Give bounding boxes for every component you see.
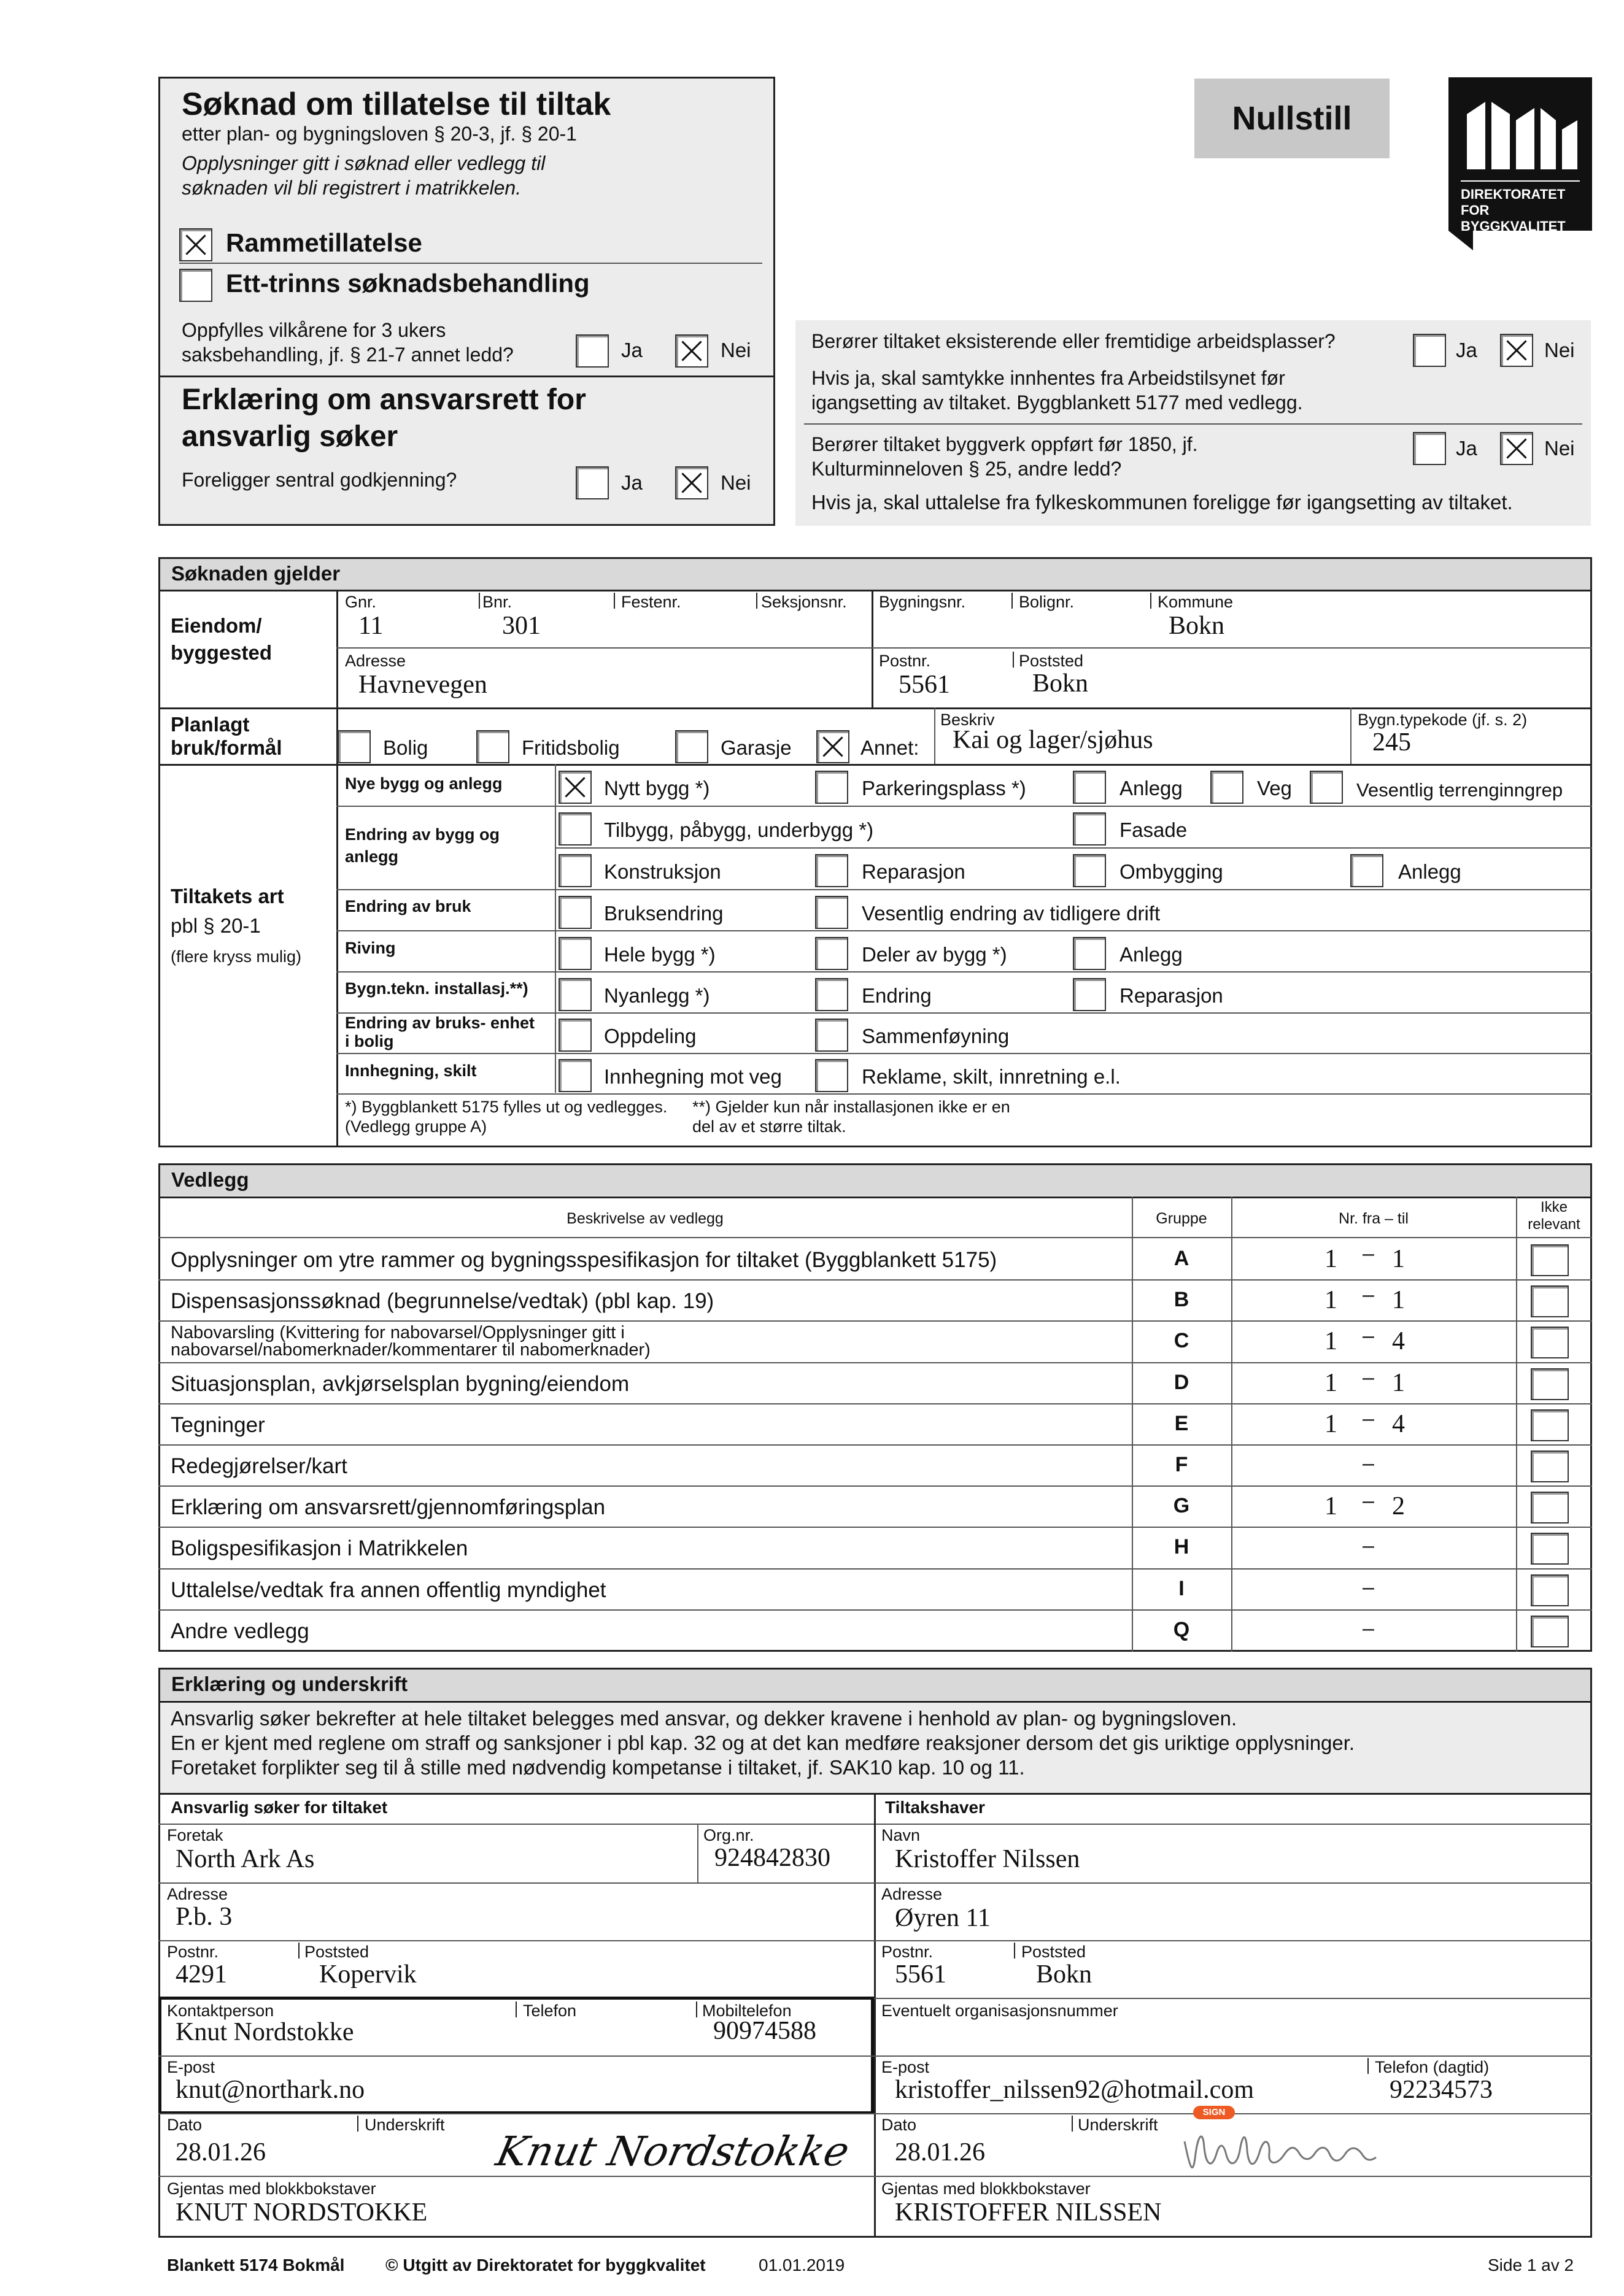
garasje-checkbox[interactable] bbox=[675, 730, 708, 763]
beskriv-value[interactable]: Kai og lager/sjøhus bbox=[953, 726, 1153, 754]
ett-trinns-label: Ett-trinns søknadsbehandling bbox=[226, 269, 590, 298]
workplace-question: Berører tiltaket eksisterende eller fremtidige arbeidsplasser? bbox=[811, 330, 1336, 352]
range-dash: – bbox=[1363, 1242, 1374, 1265]
mobil-label: Mobiltelefon bbox=[702, 2001, 792, 2020]
anlegg-new-checkbox[interactable] bbox=[1073, 771, 1106, 804]
footer-date: 01.01.2019 bbox=[759, 2256, 845, 2275]
tiltakshaver-title: Tiltakshaver bbox=[885, 1798, 985, 1817]
s-postnr-label: Postnr. bbox=[167, 1943, 219, 1961]
kontakt-value[interactable]: Knut Nordstokke bbox=[176, 2018, 354, 2046]
garasje-label: Garasje bbox=[721, 736, 792, 759]
innhegning-checkbox[interactable] bbox=[559, 1059, 592, 1092]
vedlegg-header: Vedlegg bbox=[160, 1165, 1590, 1196]
footer-left: Blankett 5174 Bokmål bbox=[167, 2256, 345, 2275]
nei-label: Nei bbox=[721, 471, 751, 494]
navn-value[interactable]: Kristoffer Nilssen bbox=[895, 1845, 1080, 1873]
s-epost-label: E-post bbox=[167, 2058, 215, 2076]
vedlegg-group: E bbox=[1174, 1411, 1189, 1435]
s-dato-value[interactable]: 28.01.26 bbox=[176, 2138, 266, 2167]
vedlegg-row bbox=[158, 1320, 1592, 1362]
ikke-relevant-checkbox[interactable] bbox=[1531, 1409, 1569, 1441]
range-dash: – bbox=[1363, 1489, 1374, 1513]
rammetillatelse-label: Rammetillatelse bbox=[226, 228, 422, 257]
row-nye-label: Nye bygg og anlegg bbox=[345, 774, 503, 793]
poststed-value[interactable]: Bokn bbox=[1032, 669, 1089, 698]
foretak-value[interactable]: North Ark As bbox=[176, 1845, 315, 1873]
beskriv-label: Beskriv bbox=[940, 711, 995, 729]
central-ja-checkbox[interactable] bbox=[576, 466, 609, 499]
row-bruksenhet-label: Endring av bruks- enhet i bolig bbox=[345, 1014, 535, 1050]
vedlegg-to[interactable]: 4 bbox=[1392, 1409, 1405, 1438]
registration-note: Opplysninger gitt i søknad eller vedlegg til søknaden vil bli registrert i matrikkelen. bbox=[182, 152, 546, 199]
orgnr-label: Org.nr. bbox=[703, 1826, 754, 1844]
ett-trinns-checkbox[interactable] bbox=[179, 269, 212, 302]
vedlegg-desc: Uttalelse/vedtak fra annen offentlig myndighet bbox=[171, 1578, 606, 1602]
tel-dag-value[interactable]: 92234573 bbox=[1390, 2076, 1493, 2104]
ikke-relevant-checkbox[interactable] bbox=[1531, 1368, 1569, 1400]
reparasjon-bygg-label: Reparasjon bbox=[862, 860, 965, 883]
typekode-label: Bygn.typekode (jf. s. 2) bbox=[1358, 711, 1528, 729]
nyanlegg-label: Nyanlegg *) bbox=[604, 984, 710, 1007]
anlegg-riving-checkbox[interactable] bbox=[1073, 937, 1106, 970]
anlegg-endring-label: Anlegg bbox=[1398, 860, 1461, 883]
dibk-logo bbox=[1448, 77, 1592, 250]
oppdeling-checkbox[interactable] bbox=[559, 1019, 592, 1052]
orgnr-value[interactable]: 924842830 bbox=[714, 1844, 830, 1872]
t-postnr-label: Postnr. bbox=[881, 1943, 934, 1961]
fasade-checkbox[interactable] bbox=[1073, 812, 1106, 846]
s-adresse-value[interactable]: P.b. 3 bbox=[176, 1903, 233, 1931]
bolignr-label: Bolignr. bbox=[1019, 593, 1075, 611]
form-title: Søknad om tillatelse til tiltak bbox=[182, 87, 611, 122]
ikke-relevant-checkbox[interactable] bbox=[1531, 1327, 1569, 1358]
row-endring-bygg-label: Endring av bygg og anlegg bbox=[345, 825, 500, 866]
bnr-value[interactable]: 301 bbox=[502, 612, 541, 640]
postnr-value[interactable]: 5561 bbox=[899, 671, 950, 699]
bolig-label: Bolig bbox=[383, 736, 428, 759]
footnote-1: *) Byggblankett 5175 fylles ut og vedlegges. (Vedlegg gruppe A) bbox=[345, 1098, 668, 1136]
row-tekn-label: Bygn.tekn. installasj.**) bbox=[345, 979, 528, 998]
fritidsbolig-checkbox[interactable] bbox=[476, 730, 509, 763]
three-weeks-ja-checkbox[interactable] bbox=[576, 334, 609, 368]
ja-label: Ja bbox=[621, 471, 643, 494]
range-dash: – bbox=[1363, 1575, 1374, 1599]
col-nr-header: Nr. fra – til bbox=[1339, 1210, 1409, 1227]
vedlegg-desc: Redegjørelser/kart bbox=[171, 1454, 347, 1478]
workplace-note: Hvis ja, skal samtykke innhentes fra Arbeidstilsynet før igangsetting av tiltaket. Byggblankett 5177 med vedlegg. bbox=[811, 367, 1303, 414]
ikke-relevant-checkbox[interactable] bbox=[1531, 1533, 1569, 1565]
t-poststed-value[interactable]: Bokn bbox=[1036, 1960, 1092, 1989]
nyanlegg-checkbox[interactable] bbox=[559, 978, 592, 1011]
festenr-label: Festenr. bbox=[621, 593, 681, 611]
vedlegg-desc: Erklæring om ansvarsrett/gjennomføringsplan bbox=[171, 1495, 606, 1520]
vedlegg-row bbox=[158, 1238, 1592, 1279]
parkering-label: Parkeringsplass *) bbox=[862, 777, 1026, 799]
vedlegg-desc: Situasjonsplan, avkjørselsplan bygning/eiendom bbox=[171, 1371, 630, 1396]
vedlegg-group: Q bbox=[1173, 1617, 1190, 1641]
parkering-checkbox[interactable] bbox=[815, 771, 848, 804]
vedlegg-desc: Tegninger bbox=[171, 1412, 265, 1437]
terreng-checkbox[interactable] bbox=[1310, 771, 1343, 804]
range-dash: – bbox=[1363, 1365, 1374, 1389]
foretak-label: Foretak bbox=[167, 1826, 223, 1844]
bnr-label: Bnr. bbox=[482, 593, 512, 611]
ikke-relevant-checkbox[interactable] bbox=[1531, 1492, 1569, 1524]
heritage-nei-checkbox[interactable] bbox=[1500, 432, 1533, 465]
vedlegg-row bbox=[158, 1403, 1592, 1444]
vedlegg-desc: Nabovarsling (Kvittering for nabovarsel/Opplysninger gitt i nabovarsel/nabomerknader/kommentarer til nabomerknader) bbox=[171, 1323, 651, 1360]
soker-title: Ansvarlig søker for tiltaket bbox=[171, 1798, 388, 1817]
anlegg-riving-label: Anlegg bbox=[1119, 943, 1183, 966]
t-adresse-value[interactable]: Øyren 11 bbox=[895, 1904, 991, 1932]
vedlegg-group: H bbox=[1174, 1535, 1189, 1559]
vedlegg-to[interactable]: 1 bbox=[1392, 1286, 1405, 1315]
gnr-label: Gnr. bbox=[345, 593, 377, 611]
t-blokk-value[interactable]: KRISTOFFER NILSSEN bbox=[895, 2198, 1162, 2227]
reparasjon-bygg-checkbox[interactable] bbox=[815, 854, 848, 887]
ja-label: Ja bbox=[1456, 339, 1477, 361]
col-ikke-header: Ikke relevant bbox=[1528, 1199, 1580, 1233]
gnr-value[interactable]: 11 bbox=[358, 612, 384, 640]
vedlegg-from[interactable]: 1 bbox=[1324, 1492, 1337, 1521]
konstruksjon-label: Konstruksjon bbox=[604, 860, 721, 883]
ikke-relevant-checkbox[interactable] bbox=[1531, 1285, 1569, 1317]
row-riving-label: Riving bbox=[345, 939, 396, 957]
vedlegg-desc: Andre vedlegg bbox=[171, 1619, 309, 1643]
postnr-label: Postnr. bbox=[879, 652, 931, 670]
endring-tekn-checkbox[interactable] bbox=[815, 978, 848, 1011]
tel-dag-label: Telefon (dagtid) bbox=[1375, 2058, 1490, 2076]
erklaring-text-3: Foretaket forplikter seg til å stille med nødvendig kompetanse i tiltaket, jf. SAK10 kap. 10 og 11. bbox=[171, 1756, 1025, 1779]
poststed-label: Poststed bbox=[1019, 652, 1084, 670]
orgnr-opt-label: Eventuelt organisasjonsnummer bbox=[881, 2001, 1118, 2020]
erklaring-text-1: Ansvarlig søker bekrefter at hele tiltaket belegges med ansvar, og dekker kravene i henhold av plan- og bygningsloven. bbox=[171, 1707, 1237, 1730]
form-subtitle: etter plan- og bygningsloven § 20-3, jf. § 20-1 bbox=[182, 123, 577, 145]
eiendom-label: Eiendom/ byggested bbox=[171, 614, 273, 664]
range-dash: – bbox=[1363, 1406, 1374, 1430]
heritage-ja-checkbox[interactable] bbox=[1413, 432, 1446, 465]
vedlegg-to[interactable]: 1 bbox=[1392, 1368, 1405, 1397]
vedlegg-row bbox=[158, 1609, 1592, 1651]
reklame-checkbox[interactable] bbox=[815, 1059, 848, 1092]
tiltak-note: (flere kryss mulig) bbox=[171, 947, 302, 966]
logo-text: DIREKTORATET FOR BYGGKVALITET bbox=[1461, 187, 1566, 234]
central-approval-question: Foreligger sentral godkjenning? bbox=[182, 469, 457, 491]
bolig-checkbox[interactable] bbox=[338, 730, 371, 763]
heritage-question: Berører tiltaket byggverk oppført før 1850, jf. Kulturminneloven § 25, andre ledd? bbox=[811, 433, 1198, 480]
ombygging-checkbox[interactable] bbox=[1073, 854, 1106, 887]
adresse-label: Adresse bbox=[345, 652, 406, 670]
declaration-title: Erklæring om ansvarsrett for ansvarlig søker bbox=[182, 383, 586, 453]
vedlegg-group: C bbox=[1174, 1329, 1189, 1353]
range-dash: – bbox=[1363, 1324, 1374, 1348]
t-poststed-label: Poststed bbox=[1021, 1943, 1086, 1961]
range-dash: – bbox=[1363, 1283, 1374, 1307]
hele-bygg-checkbox[interactable] bbox=[559, 937, 592, 970]
range-dash: – bbox=[1363, 1616, 1374, 1640]
vedlegg-row bbox=[158, 1279, 1592, 1320]
reparasjon-tekn-checkbox[interactable] bbox=[1073, 978, 1106, 1011]
vedlegg-group: D bbox=[1174, 1370, 1189, 1394]
ikke-relevant-checkbox[interactable] bbox=[1531, 1450, 1569, 1482]
vedlegg-row bbox=[158, 1527, 1592, 1568]
ikke-relevant-checkbox[interactable] bbox=[1531, 1574, 1569, 1606]
kontakt-label: Kontaktperson bbox=[167, 2001, 274, 2020]
endring-tekn-label: Endring bbox=[862, 984, 932, 1007]
hele-bygg-label: Hele bygg *) bbox=[604, 943, 716, 966]
footer-right: Side 1 av 2 bbox=[1488, 2256, 1574, 2275]
annet-checkbox[interactable] bbox=[816, 730, 849, 763]
s-epost-value[interactable]: knut@northark.no bbox=[176, 2076, 365, 2104]
reparasjon-tekn-label: Reparasjon bbox=[1119, 984, 1223, 1007]
vedlegg-to[interactable]: 4 bbox=[1392, 1327, 1405, 1356]
three-weeks-question: Oppfylles vilkårene for 3 ukers saksbehandling, jf. § 21-7 annet ledd? bbox=[182, 319, 514, 366]
tilbygg-label: Tilbygg, påbygg, underbygg *) bbox=[604, 819, 874, 841]
deler-bygg-label: Deler av bygg *) bbox=[862, 943, 1007, 966]
vedlegg-group: G bbox=[1173, 1494, 1190, 1518]
vedlegg-from[interactable]: 1 bbox=[1324, 1245, 1337, 1273]
vedlegg-to[interactable]: 2 bbox=[1392, 1492, 1405, 1521]
soknad-header: Søknaden gjelder bbox=[160, 559, 1590, 590]
anlegg-new-label: Anlegg bbox=[1119, 777, 1183, 799]
row-endring-bruk-label: Endring av bruk bbox=[345, 897, 471, 915]
nei-label: Nei bbox=[721, 339, 751, 361]
t-postnr-value[interactable]: 5561 bbox=[895, 1960, 946, 1989]
tiltak-label: Tiltakets art bbox=[171, 885, 284, 907]
vedlegg-desc: Opplysninger om ytre rammer og bygningsspesifikasjon for tiltaket (Byggblankett 5175) bbox=[171, 1248, 997, 1272]
vesentlig-endring-checkbox[interactable] bbox=[815, 896, 848, 929]
typekode-value[interactable]: 245 bbox=[1372, 728, 1411, 757]
three-weeks-nei-checkbox[interactable] bbox=[675, 334, 708, 368]
sammenfoyning-checkbox[interactable] bbox=[815, 1019, 848, 1052]
bruksendring-label: Bruksendring bbox=[604, 902, 724, 925]
oppdeling-label: Oppdeling bbox=[604, 1025, 697, 1047]
tilbygg-checkbox[interactable] bbox=[559, 812, 592, 846]
footnote-2: **) Gjelder kun når installasjonen ikke er en del av et større tiltak. bbox=[692, 1098, 1010, 1136]
vesentlig-endring-label: Vesentlig endring av tidligere drift bbox=[862, 902, 1161, 925]
s-signature: Knut Nordstokke bbox=[492, 2128, 854, 2175]
kommune-value[interactable]: Bokn bbox=[1169, 612, 1225, 640]
t-blokk-label: Gjentas med blokkbokstaver bbox=[881, 2179, 1091, 2198]
nytt-bygg-checkbox[interactable] bbox=[559, 771, 592, 804]
t-underskrift-label: Underskrift bbox=[1078, 2116, 1158, 2134]
ikke-relevant-checkbox[interactable] bbox=[1531, 1616, 1569, 1647]
t-epost-label: E-post bbox=[881, 2058, 930, 2076]
veg-label: Veg bbox=[1257, 777, 1292, 799]
t-adresse-label: Adresse bbox=[881, 1885, 943, 1903]
reklame-label: Reklame, skilt, innretning e.l. bbox=[862, 1065, 1121, 1088]
sign-tag: SIGN bbox=[1193, 2106, 1235, 2119]
t-dato-value[interactable]: 28.01.26 bbox=[895, 2138, 985, 2167]
s-blokk-value[interactable]: KNUT NORDSTOKKE bbox=[176, 2198, 428, 2227]
sammenfoyning-label: Sammenføyning bbox=[862, 1025, 1010, 1047]
annet-label: Annet: bbox=[860, 736, 919, 759]
ombygging-label: Ombygging bbox=[1119, 860, 1223, 883]
range-dash: – bbox=[1363, 1452, 1374, 1475]
vedlegg-from[interactable]: 1 bbox=[1324, 1327, 1337, 1356]
bruksendring-checkbox[interactable] bbox=[559, 896, 592, 929]
col-gruppe-header: Gruppe bbox=[1156, 1210, 1207, 1227]
vedlegg-desc: Dispensasjonssøknad (begrunnelse/vedtak) (pbl kap. 19) bbox=[171, 1289, 714, 1314]
ja-label: Ja bbox=[621, 339, 643, 361]
vedlegg-desc: Boligspesifikasjon i Matrikkelen bbox=[171, 1536, 468, 1561]
konstruksjon-checkbox[interactable] bbox=[559, 854, 592, 887]
innhegning-label: Innhegning mot veg bbox=[604, 1065, 782, 1088]
rammetillatelse-checkbox[interactable] bbox=[179, 228, 212, 261]
anlegg-endring-checkbox[interactable] bbox=[1350, 854, 1383, 887]
nei-label: Nei bbox=[1544, 339, 1575, 361]
col-desc-header: Beskrivelse av vedlegg bbox=[566, 1210, 724, 1227]
s-poststed-value[interactable]: Kopervik bbox=[319, 1960, 417, 1989]
vedlegg-from[interactable]: 1 bbox=[1324, 1368, 1337, 1397]
s-blokk-label: Gjentas med blokkbokstaver bbox=[167, 2179, 376, 2198]
reset-button[interactable]: Nullstill bbox=[1194, 79, 1390, 158]
s-postnr-value[interactable]: 4291 bbox=[176, 1960, 227, 1989]
kommune-label: Kommune bbox=[1158, 593, 1234, 611]
deler-bygg-checkbox[interactable] bbox=[815, 937, 848, 970]
t-epost-value[interactable]: kristoffer_nilssen92@hotmail.com bbox=[895, 2076, 1254, 2104]
vedlegg-row bbox=[158, 1444, 1592, 1485]
nei-label: Nei bbox=[1544, 437, 1575, 460]
central-nei-checkbox[interactable] bbox=[675, 466, 708, 499]
veg-checkbox[interactable] bbox=[1210, 771, 1243, 804]
s-dato-label: Dato bbox=[167, 2116, 203, 2134]
fasade-label: Fasade bbox=[1119, 819, 1188, 841]
vedlegg-row bbox=[158, 1362, 1592, 1403]
s-poststed-label: Poststed bbox=[304, 1943, 369, 1961]
t-signature bbox=[1178, 2117, 1381, 2184]
ikke-relevant-checkbox[interactable] bbox=[1531, 1244, 1569, 1276]
adresse-value[interactable]: Havnevegen bbox=[358, 671, 487, 699]
s-underskrift-label: Underskrift bbox=[365, 2116, 445, 2134]
bygningsnr-label: Bygningsnr. bbox=[879, 593, 966, 611]
nytt-bygg-label: Nytt bygg *) bbox=[604, 777, 710, 799]
footer-center: © Utgitt av Direktoratet for byggkvalitet bbox=[385, 2256, 706, 2275]
vedlegg-row bbox=[158, 1485, 1592, 1527]
terreng-label: Vesentlig terrenginngrep bbox=[1356, 779, 1563, 801]
navn-label: Navn bbox=[881, 1826, 921, 1844]
vedlegg-group: I bbox=[1178, 1576, 1185, 1600]
vedlegg-group: F bbox=[1175, 1453, 1188, 1476]
vedlegg-from[interactable]: 1 bbox=[1324, 1409, 1337, 1438]
t-dato-label: Dato bbox=[881, 2116, 917, 2134]
workplace-nei-checkbox[interactable] bbox=[1500, 334, 1533, 367]
vedlegg-group: A bbox=[1174, 1247, 1189, 1270]
vedlegg-to[interactable]: 1 bbox=[1392, 1245, 1405, 1273]
vedlegg-from[interactable]: 1 bbox=[1324, 1286, 1337, 1315]
seksjonsnr-label: Seksjonsnr. bbox=[761, 593, 847, 611]
fritidsbolig-label: Fritidsbolig bbox=[522, 736, 620, 759]
vedlegg-group: B bbox=[1174, 1288, 1189, 1312]
heritage-note: Hvis ja, skal uttalelse fra fylkeskommunen foreligge før igangsetting av tiltaket. bbox=[811, 491, 1513, 514]
erklaring-header: Erklæring og underskrift bbox=[160, 1670, 1590, 1700]
erklaring-text-2: En er kjent med reglene om straff og sanksjoner i pbl kap. 32 og at det kan medføre reaksjoner dersom det gis uriktige opplysninger. bbox=[171, 1732, 1355, 1754]
ja-label: Ja bbox=[1456, 437, 1477, 460]
tiltak-pbl: pbl § 20-1 bbox=[171, 914, 261, 937]
workplace-ja-checkbox[interactable] bbox=[1413, 334, 1446, 367]
row-innhegning-label: Innhegning, skilt bbox=[345, 1061, 477, 1080]
s-adresse-label: Adresse bbox=[167, 1885, 228, 1903]
telefon-label: Telefon bbox=[523, 2001, 577, 2020]
vedlegg-row bbox=[158, 1568, 1592, 1609]
range-dash: – bbox=[1363, 1534, 1374, 1558]
planlagt-label: Planlagt bruk/formål bbox=[171, 713, 282, 759]
mobil-value[interactable]: 90974588 bbox=[713, 2017, 816, 2045]
